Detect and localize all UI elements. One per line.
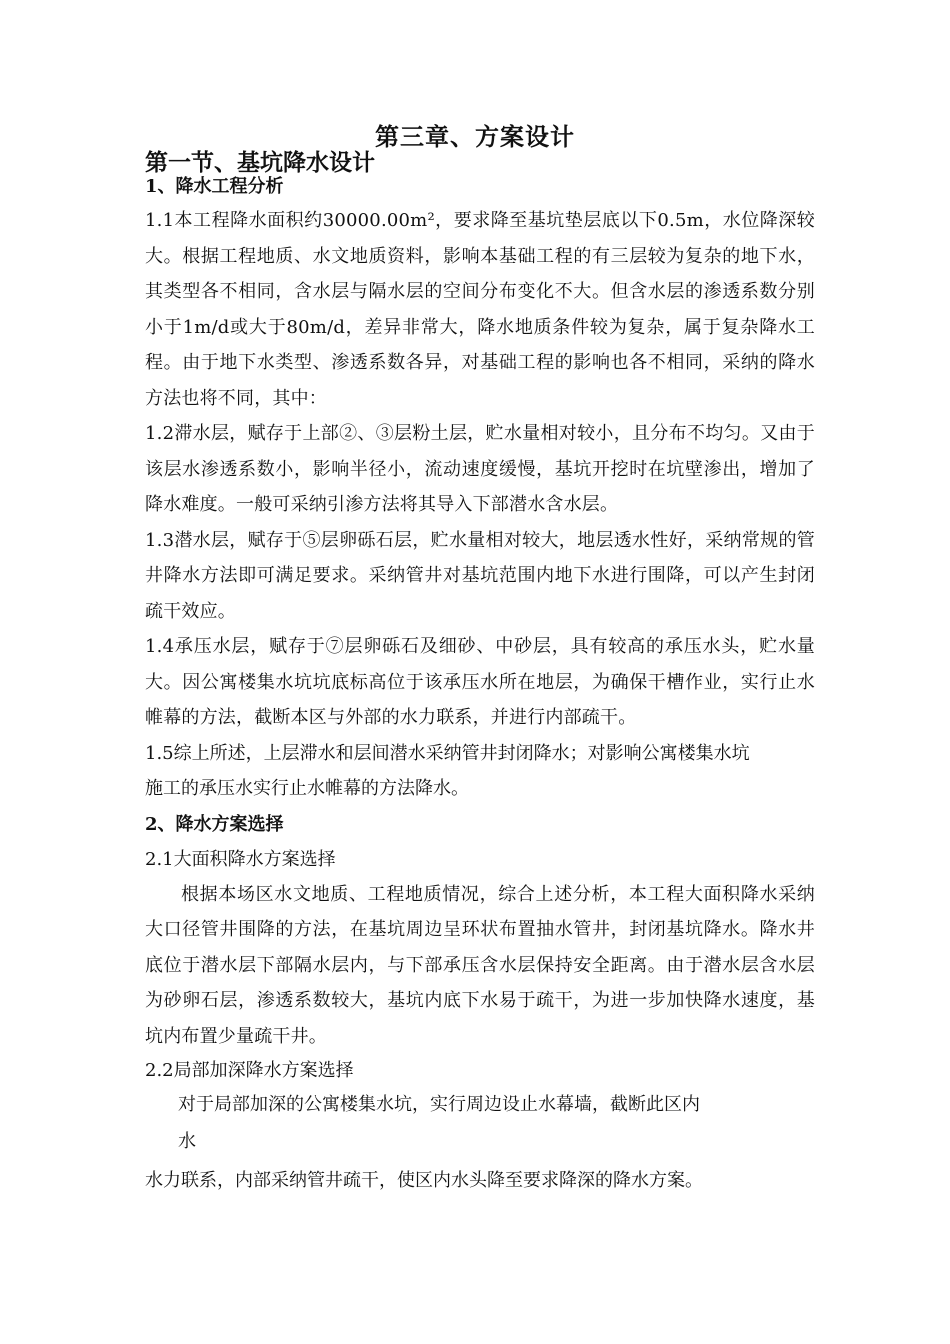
paragraph-2-2-line-1: [145, 1088, 815, 1122]
section-title: 第一节、基坑降水设计: [145, 149, 375, 176]
heading-water-analysis: 1、降水工程分析: [145, 176, 284, 197]
heading-plan-selection: 2、降水方案选择: [145, 813, 284, 835]
paragraph-1-4: 1.4承压水层，赋存于⑦层卵砾石及细砂、中砂层，具有较高的承压水头，贮水量大。因公寓楼集水坑坑底标高位于该承压水所在地层，为确保干槽作业，实行止水帷幕的方法，截断本区与外部的水力联系，并进行内部疏干。: [145, 636, 815, 728]
paragraph-1-3: 1.3潜水层，赋存于⑤层卵砾石层，贮水量相对较大，地层透水性好，采纳常规的管井降水方法即可满足要求。采纳管井对基坑范围内地下水进行围降，可以产生封闭疏干效应。: [145, 529, 815, 622]
paragraph-2-2-clipped-char: 内: [682, 1094, 700, 1115]
paragraph-2-1: 根据本场区水文地质、工程地质情况，综合上述分析，本工程大面积降水采纳大口径管井围降的方法，在基坑周边呈环状布置抽水管井，封闭基坑降水。降水井底位于潜水层下部隔水层内，与下部承压含水层保持安全距离。由于潜水层含水层为砂卵石层，渗透系数较大，基坑内底下水易于疏干，为进一步加快降水速度，基坑内布置少量疏干井。: [145, 883, 815, 1047]
paragraph-1-1: 1.1本工程降水面积约30000.00m²，要求降至基坑垫层底以下0.5m，水位降深较大。根据工程地质、水文地质资料，影响本基础工程的有三层较为复杂的地下水，其类型各不相同，含水层与隔水层的空间分布变化不大。但含水层的渗透系数分别小于1m/d或大于80m/d，差异非常大，降水地质条件较为复杂，属于复杂降水工程。由于地下水类型、渗透系数各异，对基础工程的影响也各不相同，采纳的降水方法也将不同，其中：: [145, 210, 815, 409]
paragraph-2-2-line-1-text: 对于局部加深的公寓楼集水坑，实行周边设止水幕墙，截断此区: [178, 1094, 682, 1115]
paragraph-2-2-line-2: 水: [178, 1131, 196, 1152]
chapter-title: 第三章、方案设计: [375, 122, 575, 151]
subheading-2-2: 2.2局部加深降水方案选择: [145, 1060, 354, 1081]
paragraph-2-2-line-3: 水力联系，内部采纳管井疏干，使区内水头降至要求降深的降水方案。: [145, 1170, 703, 1191]
paragraph-1-2: 1.2滞水层，赋存于上部②、③层粉土层，贮水量相对较小，且分布不均匀。又由于该层水渗透系数小，影响半径小，流动速度缓慢，基坑开挖时在坑壁渗出，增加了降水难度。一般可采纳引渗方法将其导入下部潜水含水层。: [145, 423, 815, 515]
paragraph-1-5-line-2: 施工的承压水实行止水帷幕的方法降水。: [145, 778, 469, 799]
document-body: [145, 171, 815, 1200]
paragraph-1-5-line-1: 1.5综上所述，上层滞水和层间潜水采纳管井封闭降水；对影响公寓楼集水坑: [145, 742, 750, 764]
subheading-2-1: 2.1大面积降水方案选择: [145, 848, 336, 870]
